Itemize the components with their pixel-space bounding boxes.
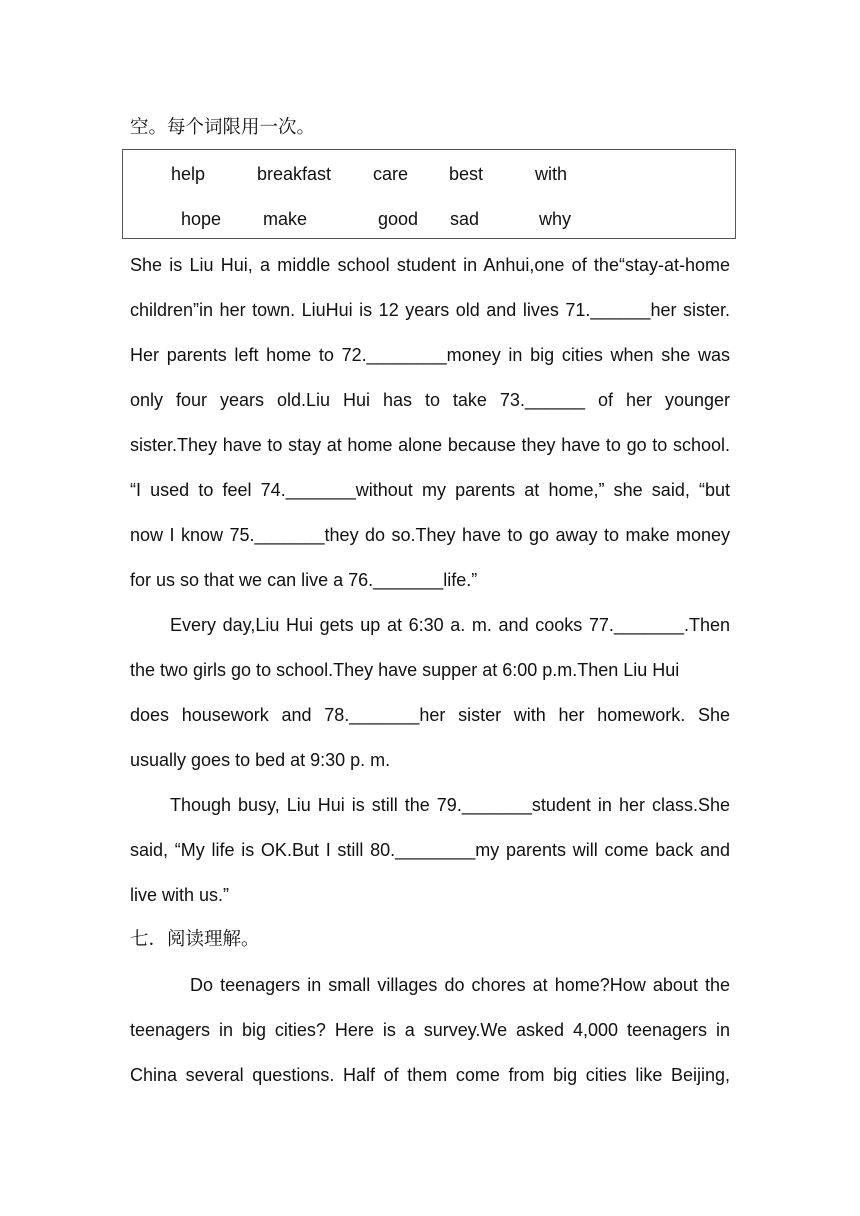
passage-line: Every day,Liu Hui gets up at 6:30 a. m. and cooks 77._______.Then [170, 615, 730, 635]
word-bank-item: with [535, 164, 568, 184]
word-bank-item: why [539, 209, 572, 229]
passage-line: does housework and 78._______her sister with her homework. She [130, 705, 730, 725]
reading-line: teenagers in big cities? Here is a survey.We asked 4,000 teenagers in [130, 1020, 730, 1040]
reading-line: Do teenagers in small villages do chores at home?How about the [190, 975, 730, 995]
passage-line: live with us.” [130, 885, 230, 905]
passage-line: She is Liu Hui, a middle school student in Anhui,one of the“stay-at-home [130, 255, 730, 275]
instruction-text: 空。每个词限用一次。 [130, 117, 316, 138]
passage-line: only four years old.Liu Hui has to take 73.______ of her younger [130, 390, 730, 410]
passage-line: said, “My life is OK.But I still 80.________my parents will come back and [130, 840, 730, 860]
word-bank-item: breakfast [257, 164, 332, 184]
passage-line: sister.They have to stay at home alone because they have to go to school. [130, 435, 730, 455]
passage-line: usually goes to bed at 9:30 p. m. [130, 750, 391, 770]
reading-line: China several questions. Half of them come from big cities like Beijing, [130, 1065, 730, 1085]
passage-line: for us so that we can live a 76._______life.” [130, 570, 478, 590]
word-bank-item: help [171, 164, 206, 184]
word-bank-item: sad [450, 209, 480, 229]
word-bank-item: good [378, 209, 419, 229]
passage-line: children”in her town. LiuHui is 12 years old and lives 71.______her sister. [130, 300, 730, 320]
word-bank-item: best [449, 164, 484, 184]
section-heading: 七．阅读理解。 [130, 929, 260, 950]
word-bank-item: care [373, 164, 409, 184]
passage-line: Her parents left home to 72.________money in big cities when she was [130, 345, 730, 365]
passage-line: now I know 75._______they do so.They have to go away to make money [130, 525, 730, 545]
passage-line: Though busy, Liu Hui is still the 79._______student in her class.She [170, 795, 730, 815]
word-bank-item: make [263, 209, 308, 229]
passage-line: the two girls go to school.They have supper at 6:00 p.m.Then Liu Hui [130, 660, 680, 680]
word-bank-item: hope [181, 209, 222, 229]
passage-line: “I used to feel 74._______without my parents at home,” she said, “but [130, 480, 730, 500]
